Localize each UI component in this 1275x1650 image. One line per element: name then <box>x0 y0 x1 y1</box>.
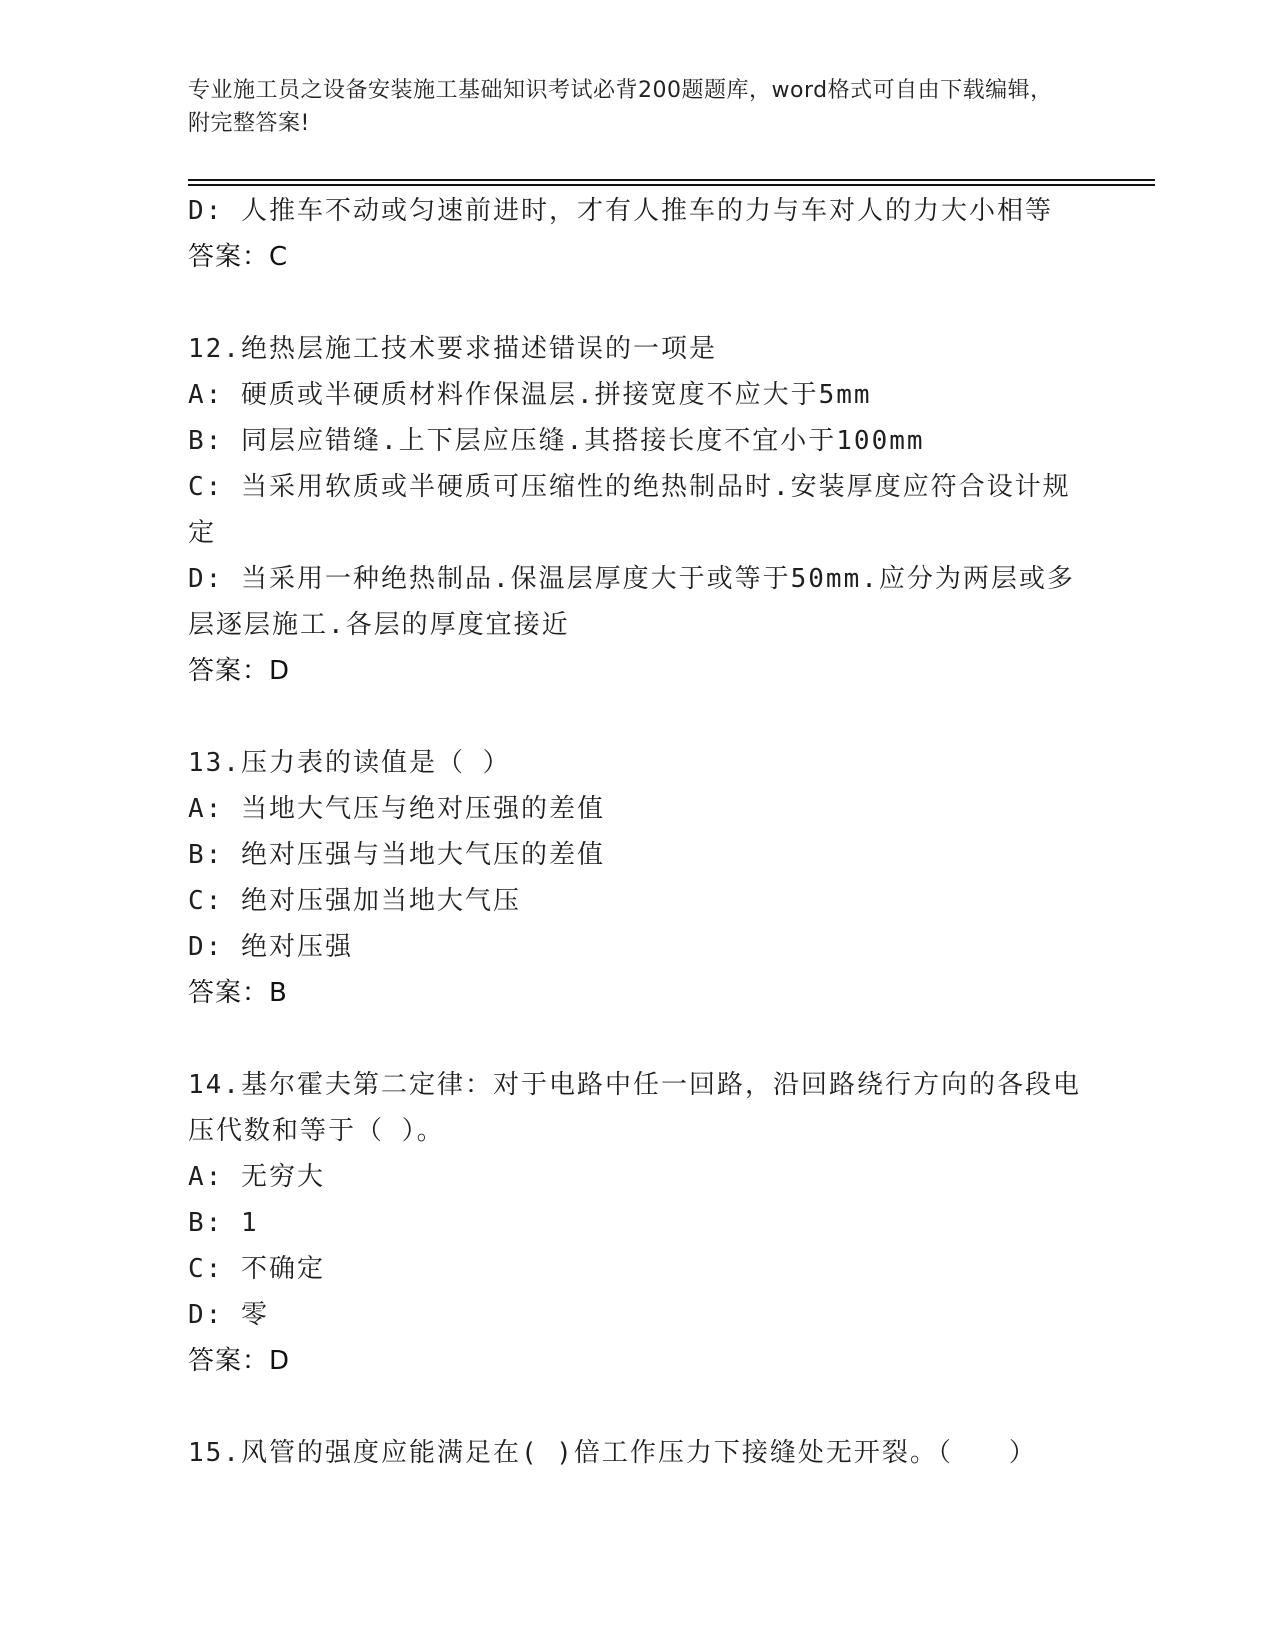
document-header: 专业施工员之设备安装施工基础知识考试必背200题题库，word格式可自由下载编辑，附完整答案! <box>188 78 1053 136</box>
option-d: D: 绝对压强 <box>188 932 353 962</box>
option-c: C: 绝对压强加当地大气压 <box>188 886 521 916</box>
prev-answer: 答案：C <box>188 242 289 272</box>
header-divider-bottom <box>188 184 1155 186</box>
option-d: D: 当采用一种绝热制品.保温层厚度大于或等于50mm.应分为两层或多层逐层施工.各层的厚度宜接近 <box>188 564 1075 640</box>
option-c: C: 当采用软质或半硬质可压缩性的绝热制品时.安装厚度应符合设计规定 <box>188 472 1071 548</box>
option-b: B: 1 <box>188 1208 259 1238</box>
question-13 <box>188 740 1118 1016</box>
answer: 答案：D <box>188 656 291 686</box>
prev-option-d: D: 人推车不动或匀速前进时，才有人推车的力与车对人的力大小相等 <box>188 196 1053 226</box>
question-15 <box>188 1430 1118 1476</box>
option-b: B: 同层应错缝.上下层应压缝.其搭接长度不宜小于100mm <box>188 426 925 456</box>
option-c: C: 不确定 <box>188 1254 325 1284</box>
option-a: A: 无穷大 <box>188 1162 325 1192</box>
question-12 <box>188 326 1118 694</box>
question-stem: 12.绝热层施工技术要求描述错误的一项是 <box>188 334 717 364</box>
question-stem: 14.基尔霍夫第二定律：对于电路中任一回路，沿回路绕行方向的各段电压代数和等于（ ）。 <box>188 1070 1081 1146</box>
answer: 答案：B <box>188 978 288 1008</box>
option-a: A: 硬质或半硬质材料作保温层.拼接宽度不应大于5mm <box>188 380 872 410</box>
option-d: D: 零 <box>188 1300 269 1330</box>
question-14 <box>188 1062 1118 1384</box>
question-stem: 15.风管的强度应能满足在( )倍工作压力下接缝处无开裂。（ ） <box>188 1438 1037 1468</box>
answer: 答案：D <box>188 1346 291 1376</box>
option-a: A: 当地大气压与绝对压强的差值 <box>188 794 605 824</box>
option-b: B: 绝对压强与当地大气压的差值 <box>188 840 605 870</box>
header-divider-top <box>188 179 1155 181</box>
document-body <box>188 188 1118 1476</box>
question-stem: 13.压力表的读值是（ ） <box>188 748 511 778</box>
